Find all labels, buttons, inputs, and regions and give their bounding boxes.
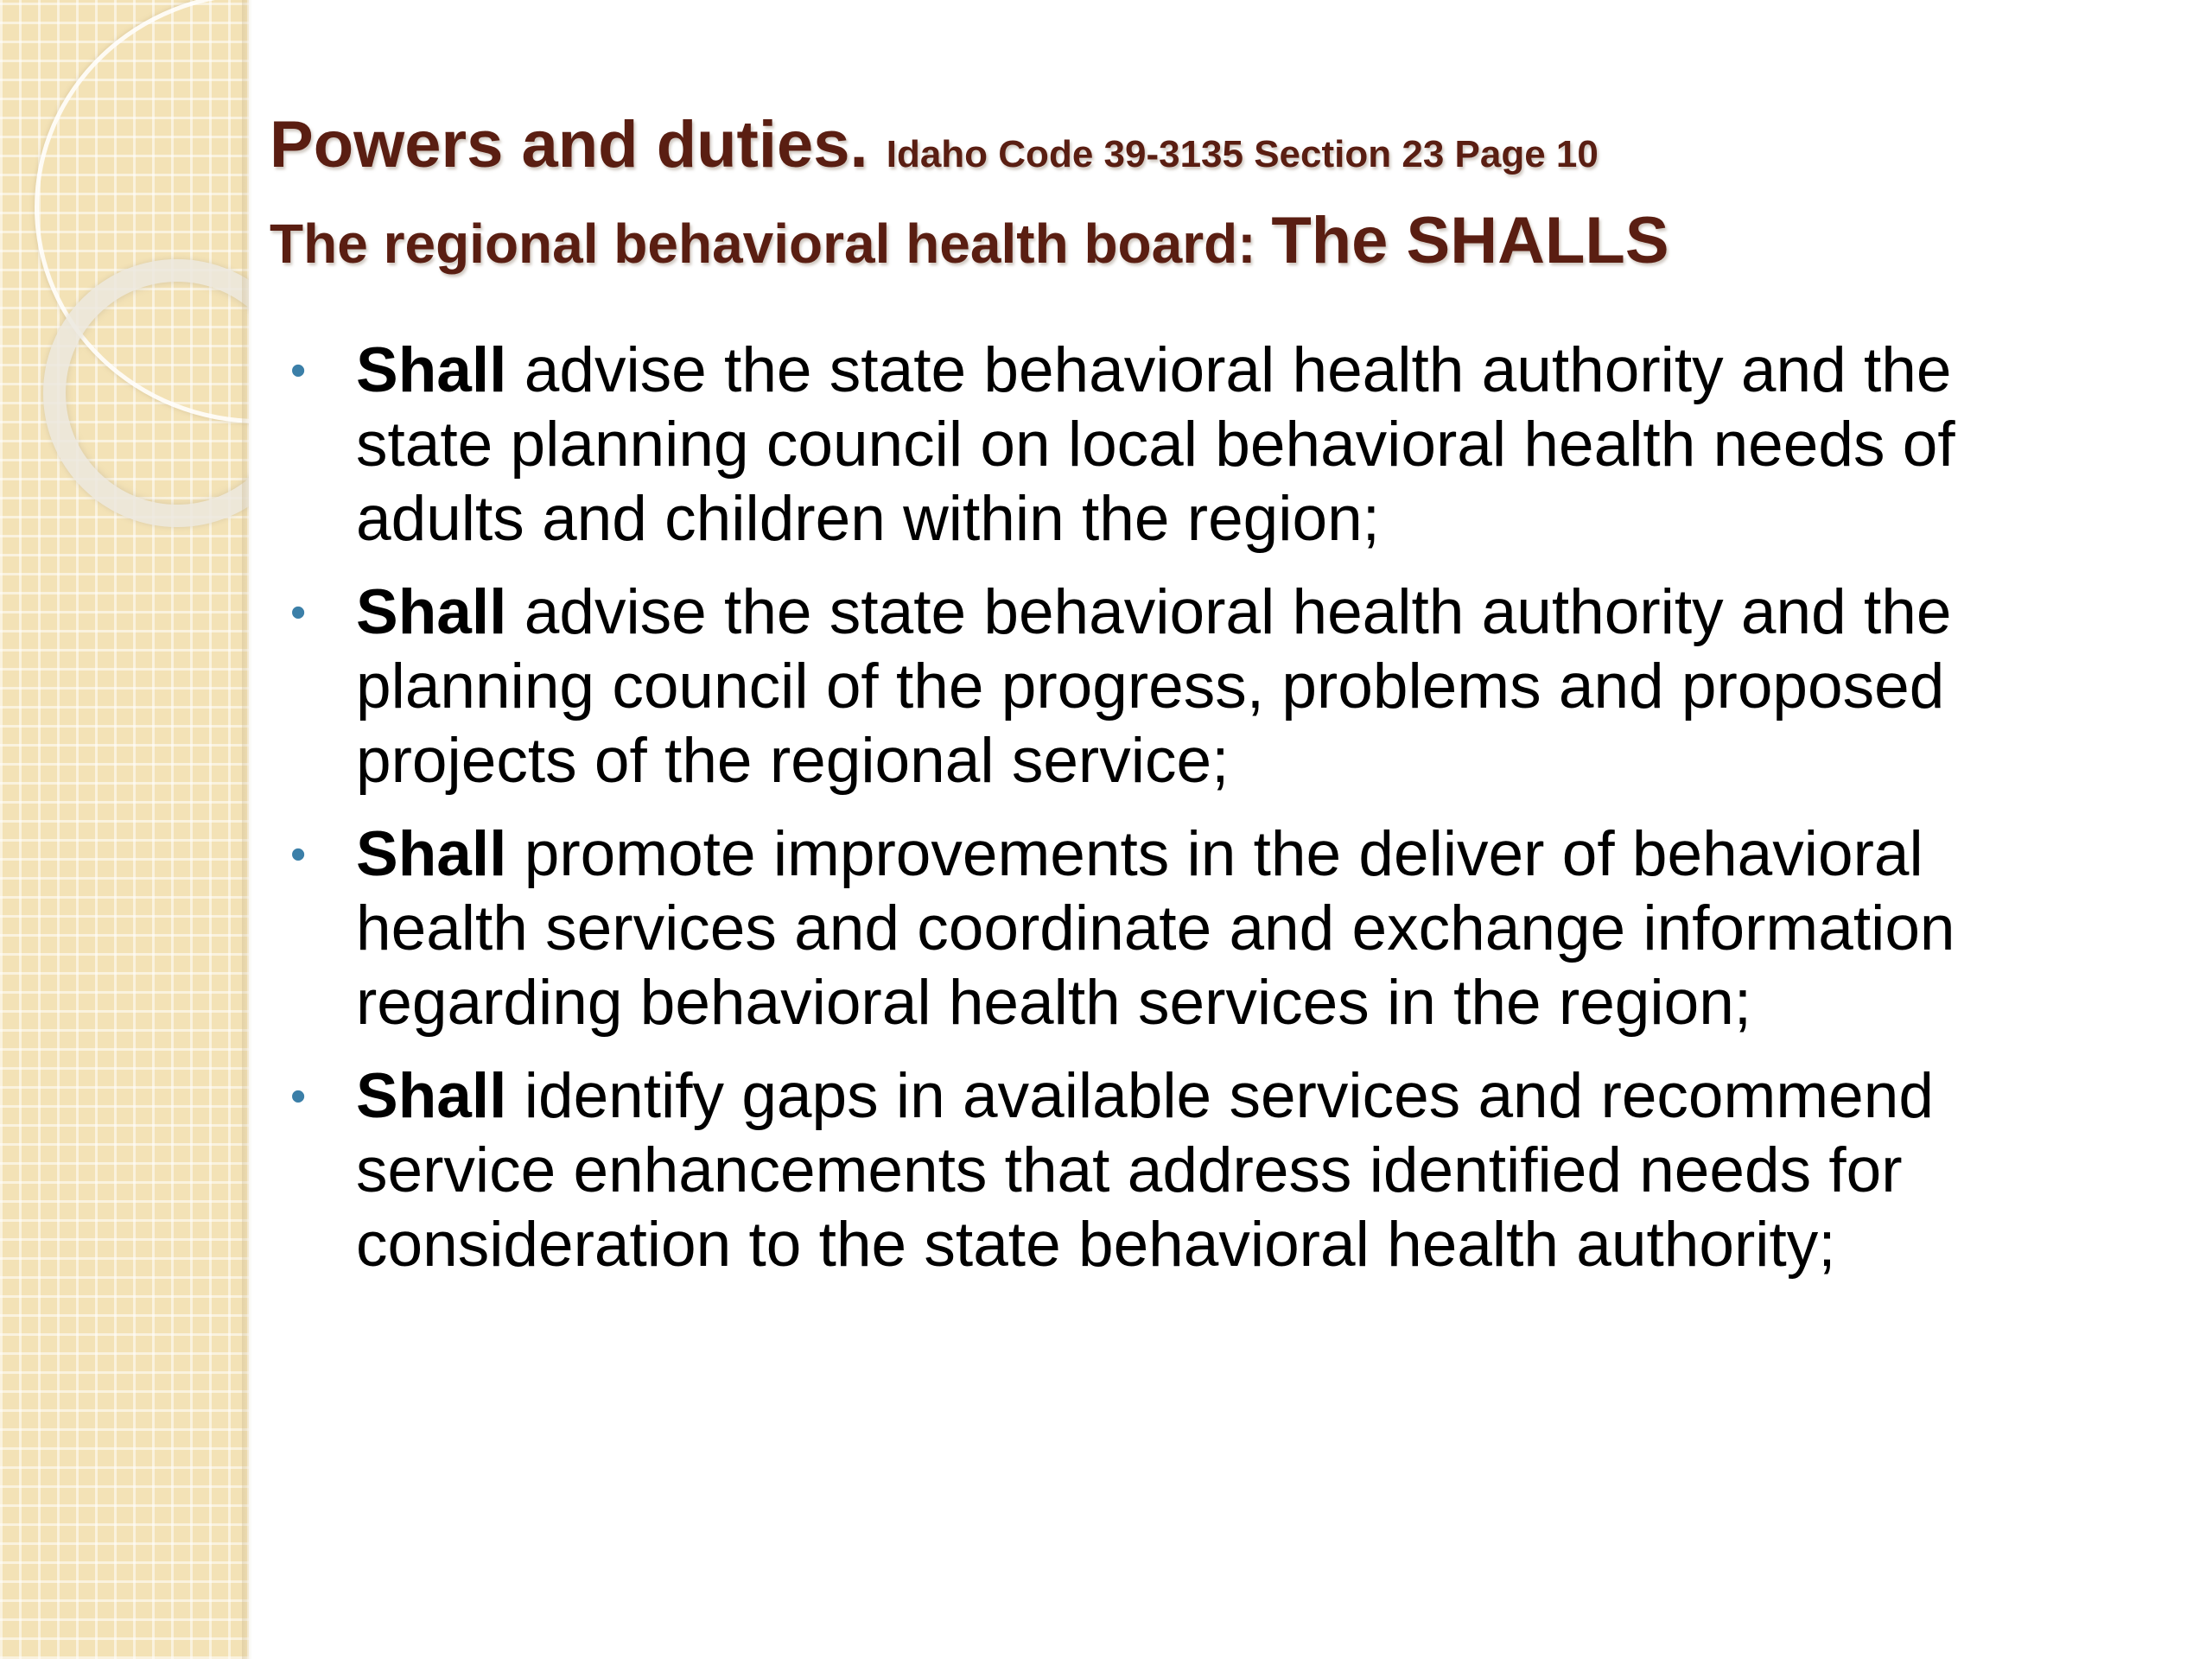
bullet-keyword: Shall: [356, 819, 507, 889]
bullet-dot-icon: •: [290, 346, 307, 396]
bullet-text: identify gaps in available services and recommend service enhancements that address identified needs for consideration to the state behavioral health authority;: [356, 1061, 1934, 1280]
bullet-item-2: [285, 575, 1996, 798]
bullet-text: advise the state behavioral health authority and the state planning council on local behavioral health needs of adults and children within the region;: [356, 335, 1955, 554]
bullet-item-4: [285, 1059, 1996, 1282]
bullet-dot-icon: •: [290, 588, 307, 638]
title-line-2: [270, 198, 2171, 287]
title-line-1: [270, 102, 2171, 198]
bullet-text: advise the state behavioral health authority and the planning council of the progress, problems and proposed projects of the regional service;: [356, 577, 1952, 796]
bullet-dot-icon: •: [290, 830, 307, 880]
bullet-keyword: Shall: [356, 577, 507, 647]
bullet-keyword: Shall: [356, 1061, 507, 1131]
side-band-edge: [242, 0, 252, 1659]
bullet-text: promote improvements in the deliver of behavioral health services and coordinate and exchange information regarding behavioral health services in the region;: [356, 819, 1955, 1038]
decorative-side-band: [0, 0, 249, 1659]
bullet-list: [285, 334, 1996, 1301]
title-reference: Idaho Code 39-3135 Section 23 Page 10: [886, 133, 1599, 175]
title-subtitle-emphasis: The SHALLS: [1271, 204, 1669, 277]
bullet-dot-icon: •: [290, 1071, 307, 1122]
bullet-item-3: [285, 817, 1996, 1040]
title-subtitle: The regional behavioral health board:: [270, 213, 1256, 275]
bullet-keyword: Shall: [356, 335, 507, 405]
slide-title: [270, 102, 2171, 287]
title-main: Powers and duties.: [270, 108, 868, 181]
bullet-item-1: [285, 334, 1996, 556]
